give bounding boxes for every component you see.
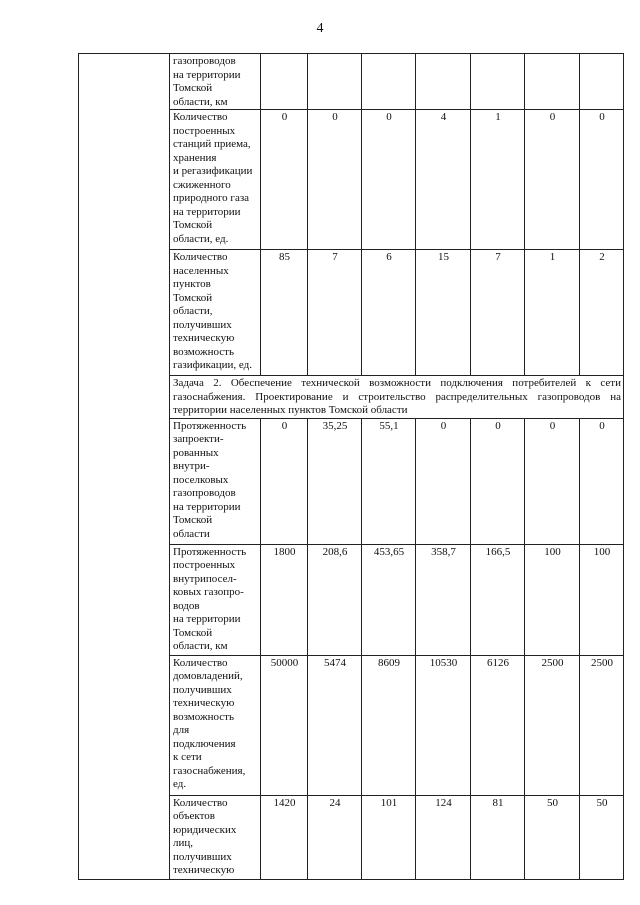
value-cell: 0: [261, 110, 308, 250]
indicator-label: Количество объектов юридических лиц, получивших техническую: [170, 795, 261, 879]
value-cell: 85: [261, 250, 308, 376]
value-cell: 50000: [261, 655, 308, 795]
value-cell: 24: [308, 795, 362, 879]
task-2-heading: Задача 2. Обеспечение технической возможности подключения потребителей к сети газоснабжения. Проектирование и строительство распределительных газопроводов на территории населенных пунктов Томской области: [170, 376, 624, 419]
value-cell: [308, 54, 362, 110]
value-cell: 0: [525, 110, 580, 250]
value-cell: 50: [580, 795, 624, 879]
value-cell: [471, 54, 525, 110]
indicator-label: Количество домовладений, получивших техническую возможность для подключения к сети газоснабжения, ед.: [170, 655, 261, 795]
value-cell: 0: [471, 418, 525, 544]
value-cell: [261, 54, 308, 110]
value-cell: 50: [525, 795, 580, 879]
value-cell: 6126: [471, 655, 525, 795]
value-cell: 1: [471, 110, 525, 250]
value-cell: 100: [525, 544, 580, 655]
table-row: [79, 54, 624, 110]
value-cell: 8609: [362, 655, 416, 795]
value-cell: 2500: [580, 655, 624, 795]
value-cell: 10530: [416, 655, 471, 795]
value-cell: 0: [580, 418, 624, 544]
indicator-label: Протяженность построенных внутрипосел- ковых газопро- водов на территории Томской области, км: [170, 544, 261, 655]
value-cell: [525, 54, 580, 110]
value-cell: 0: [525, 418, 580, 544]
value-cell: 15: [416, 250, 471, 376]
value-cell: 453,65: [362, 544, 416, 655]
value-cell: 1420: [261, 795, 308, 879]
value-cell: 7: [308, 250, 362, 376]
value-cell: 100: [580, 544, 624, 655]
value-cell: 81: [471, 795, 525, 879]
indicator-label: газопроводов на территории Томской области, км: [170, 54, 261, 110]
indicators-table: [78, 53, 624, 880]
indicator-label: Протяженность запроекти- рованных внутри- поселковых газопроводов на территории Томской области: [170, 418, 261, 544]
value-cell: 55,1: [362, 418, 416, 544]
value-cell: 0: [261, 418, 308, 544]
value-cell: 0: [308, 110, 362, 250]
value-cell: [580, 54, 624, 110]
value-cell: 5474: [308, 655, 362, 795]
page-number: 4: [316, 21, 324, 36]
value-cell: 0: [416, 418, 471, 544]
value-cell: 2500: [525, 655, 580, 795]
value-cell: 101: [362, 795, 416, 879]
value-cell: 208,6: [308, 544, 362, 655]
value-cell: 2: [580, 250, 624, 376]
value-cell: 1: [525, 250, 580, 376]
value-cell: 124: [416, 795, 471, 879]
value-cell: 166,5: [471, 544, 525, 655]
value-cell: 0: [362, 110, 416, 250]
indicator-label: Количество населенных пунктов Томской области, получивших техническую возможность газификации, ед.: [170, 250, 261, 376]
value-cell: 0: [580, 110, 624, 250]
value-cell: 35,25: [308, 418, 362, 544]
value-cell: 7: [471, 250, 525, 376]
value-cell: 358,7: [416, 544, 471, 655]
indicator-label: Количество построенных станций приема, хранения и регазификации сжиженного природного газа на территории Томской области, ед.: [170, 110, 261, 250]
value-cell: 1800: [261, 544, 308, 655]
value-cell: 4: [416, 110, 471, 250]
value-cell: [416, 54, 471, 110]
value-cell: 6: [362, 250, 416, 376]
empty-first-column: [79, 54, 170, 880]
value-cell: [362, 54, 416, 110]
